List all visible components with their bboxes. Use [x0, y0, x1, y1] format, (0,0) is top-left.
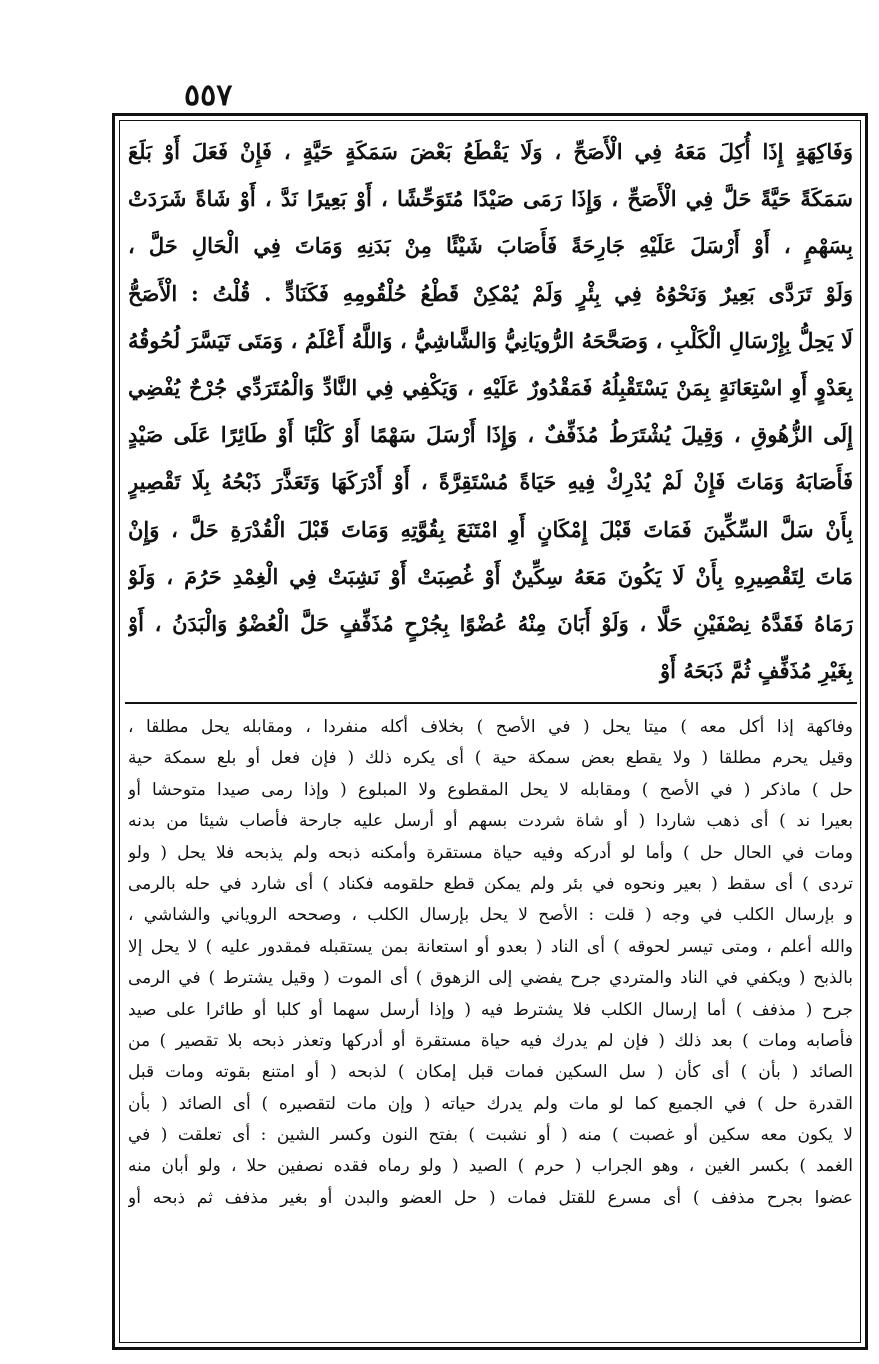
main-text-line: وَلَوْ تَرَدَّى بَعِيرٌ وَنَحْوُهُ فِي بِئْرٍ وَلَمْ يُمْكِنْ قَطْعُ حُلْقُومِهِ فَكَنَادٍّ . قُلْتُ : الْأَصَحُّ [128, 280, 853, 306]
commentary-line: والله أعلم ، ومتى تيسر لحوقه ) أى الناد ( بعدو أو استعانة بمن يستقبله فمقدور عليه ) لا يحل إلا [128, 936, 853, 957]
commentary-line: لا يكون معه سكين أو غصبت ) منه ( أو نشبت ) بفتح النون وكسر الشين : أى تعلقت ( في [128, 1125, 853, 1146]
main-text-line: سَمَكَةً حَيَّةً حَلَّ فِي الْأَصَحِّ ، وَإِذَا رَمَى صَيْدًا مُتَوَحِّشًا ، أَوْ بَعِيرًا نَدَّ ، أَوْ شَاةً شَرَدَتْ [128, 186, 853, 212]
main-text-line: وَفَاكِهَةٍ إِذَا أُكِلَ مَعَهُ فِي الْأَصَحِّ ، وَلَا يَقْطَعُ بَعْضَ سَمَكَةٍ حَيَّةٍ ، فَإِنْ فَعَلَ أَوْ بَلَعَ [128, 139, 853, 164]
main-text-line: بِسَهْمٍ ، أَوْ أَرْسَلَ عَلَيْهِ جَارِحَةً فَأَصَابَ شَيْئًا مِنْ بَدَنِهِ وَمَاتَ فِي الْحَالِ حَلَّ ، [128, 233, 853, 259]
commentary-line: حل ) ماذكر ( في الأصح ) ومقابله لا يحل المقطوع ولا المبلوع ( وإذا رمى صيدا متوحشا أو [128, 779, 853, 800]
commentary-text-block [128, 712, 853, 1340]
commentary-line: الغمد ) بكسر الغين ، وهو الجراب ( حرم ) الصيد ( ولو رماه فقده نصفين حلا ، ولو أبان منه [128, 1156, 853, 1177]
commentary-line: و بإرسال الكلب في وجه ( قلت : الأصح لا يحل بإرسال الكلب ، وصححه الروياني والشاشي ، [128, 905, 853, 926]
commentary-line: وفاكهة إذا أكل معه ) ميتا يحل ( في الأصح ) بخلاف أكله منفردا ، ومقابله يحل مطلقا ، [128, 717, 853, 737]
commentary-line: القدرة حل ) في الجميع كما لو مات ولم يدرك حياته ( وإن مات لتقصيره ) أى الصائد ( بأن [128, 1093, 853, 1114]
main-text-line: مَاتَ لِتَقْصِيرِهِ بِأَنْ لَا يَكُونَ مَعَهُ سِكِّينٌ أَوْ غُصِبَتْ أَوْ نَشِبَتْ فِي الْغِمْدِ حَرُمَ ، وَلَوْ [128, 563, 853, 589]
commentary-line: بالذبح ( ويكفي في الناد والمتردي جرح يفضي إلى الزهوق ) أى الموت ( وقيل يشترط ) في الرمى [128, 968, 853, 989]
commentary-line: تردى ) أى سقط ( بعير ونحوه في بئر ولم يمكن قطع حلقومه فكناد ) أى شارد في حله بالرمى [128, 873, 853, 894]
commentary-line: بعيرا ند ) أى ذهب شاردا ( أو شاة شردت بسهم أو أرسل عليه جارحة فأصاب شيئا من بدنه [128, 811, 853, 832]
commentary-line: عضوا بجرح مذفف ) أى مسرع للقتل فمات ( حل العضو والبدن أو بغير مذفف ثم ذبحه أو [128, 1187, 853, 1208]
commentary-line: ومات في الحال حل ) وأما لو أدركه وفيه حياة مستقرة وأمكنه ذبحه ولم يذبحه فلا يحل ( ولو [128, 842, 853, 863]
main-text-block [128, 128, 853, 696]
page-number: ٥٥٧ [184, 78, 233, 113]
commentary-line: فأصابه ومات ) بعد ذلك ( فإن لم يدرك فيه حياة مستقرة أو أدركها وتعذر ذبحه بلا تقصير ) من [128, 1030, 853, 1051]
commentary-line: جرح ( مذفف ) أما إرسال الكلب فلا يشترط فيه ( وإذا أرسل سهما أو كلبا أو طائرا على صيد [128, 999, 853, 1020]
main-text-line: فَأَصَابَهُ وَمَاتَ فَإِنْ لَمْ يُدْرِكْ فِيهِ حَيَاةً مُسْتَقِرَّةً ، أَوْ أَدْرَكَهَا وَتَعَذَّرَ ذَبْحُهُ بِلَا تَقْصِيرٍ [128, 469, 853, 495]
commentary-line: وقيل يحرم مطلقا ( ولا يقطع بعض سمكة حية ) أى يكره ذلك ( فإن فعل أو بلع سمكة حية [128, 748, 853, 769]
main-text-line: لَا يَحِلُّ بِإِرْسَالِ الْكَلْبِ ، وَصَحَّحَهُ الرُّويَانِيُّ وَالشَّاشِيُّ ، وَاللَّهُ أَعْلَمُ ، وَمَتَى تَيَسَّرَ لُحُوقُهُ [128, 327, 853, 353]
main-text-line: بِأَنْ سَلَّ السِّكِّينَ فَمَاتَ قَبْلَ إِمْكَانٍ أَوِ امْتَنَعَ بِقُوَّتِهِ وَمَاتَ قَبْلَ الْقُدْرَةِ حَلَّ ، وَإِنْ [128, 516, 853, 542]
main-text-line: بِغَيْرِ مُذَفِّفٍ ثُمَّ ذَبَحَهُ أَوْ [660, 658, 853, 684]
commentary-line: الصائد ( بأن ) أى كأن ( سل السكين فمات قبل إمكان ) لذبحه ( أو امتنع بقوته ومات قبل [128, 1062, 853, 1083]
main-text-line: بِعَدْوٍ أَوِ اسْتِعَانَةٍ بِمَنْ يَسْتَقْبِلُهُ فَمَقْدُورٌ عَلَيْهِ ، وَيَكْفِي فِي النَّادِّ وَالْمُتَرَدِّي جُرْحٌ يُفْضِي [128, 374, 853, 400]
main-text-line: رَمَاهُ فَقَدَّهُ نِصْفَيْنِ حَلَّا ، وَلَوْ أَبَانَ مِنْهُ عُضْوًا بِجُرْحٍ مُذَفِّفٍ حَلَّ الْعُضْوُ وَالْبَدَنُ ، أَوْ [128, 610, 853, 636]
main-text-line: إِلَى الزُّهُوقِ ، وَقِيلَ يُشْتَرَطُ مُذَفِّفٌ ، وَإِذَا أَرْسَلَ سَهْمًا أَوْ كَلْبًا أَوْ طَائِرًا عَلَى صَيْدٍ [128, 422, 853, 448]
section-divider [125, 702, 857, 704]
